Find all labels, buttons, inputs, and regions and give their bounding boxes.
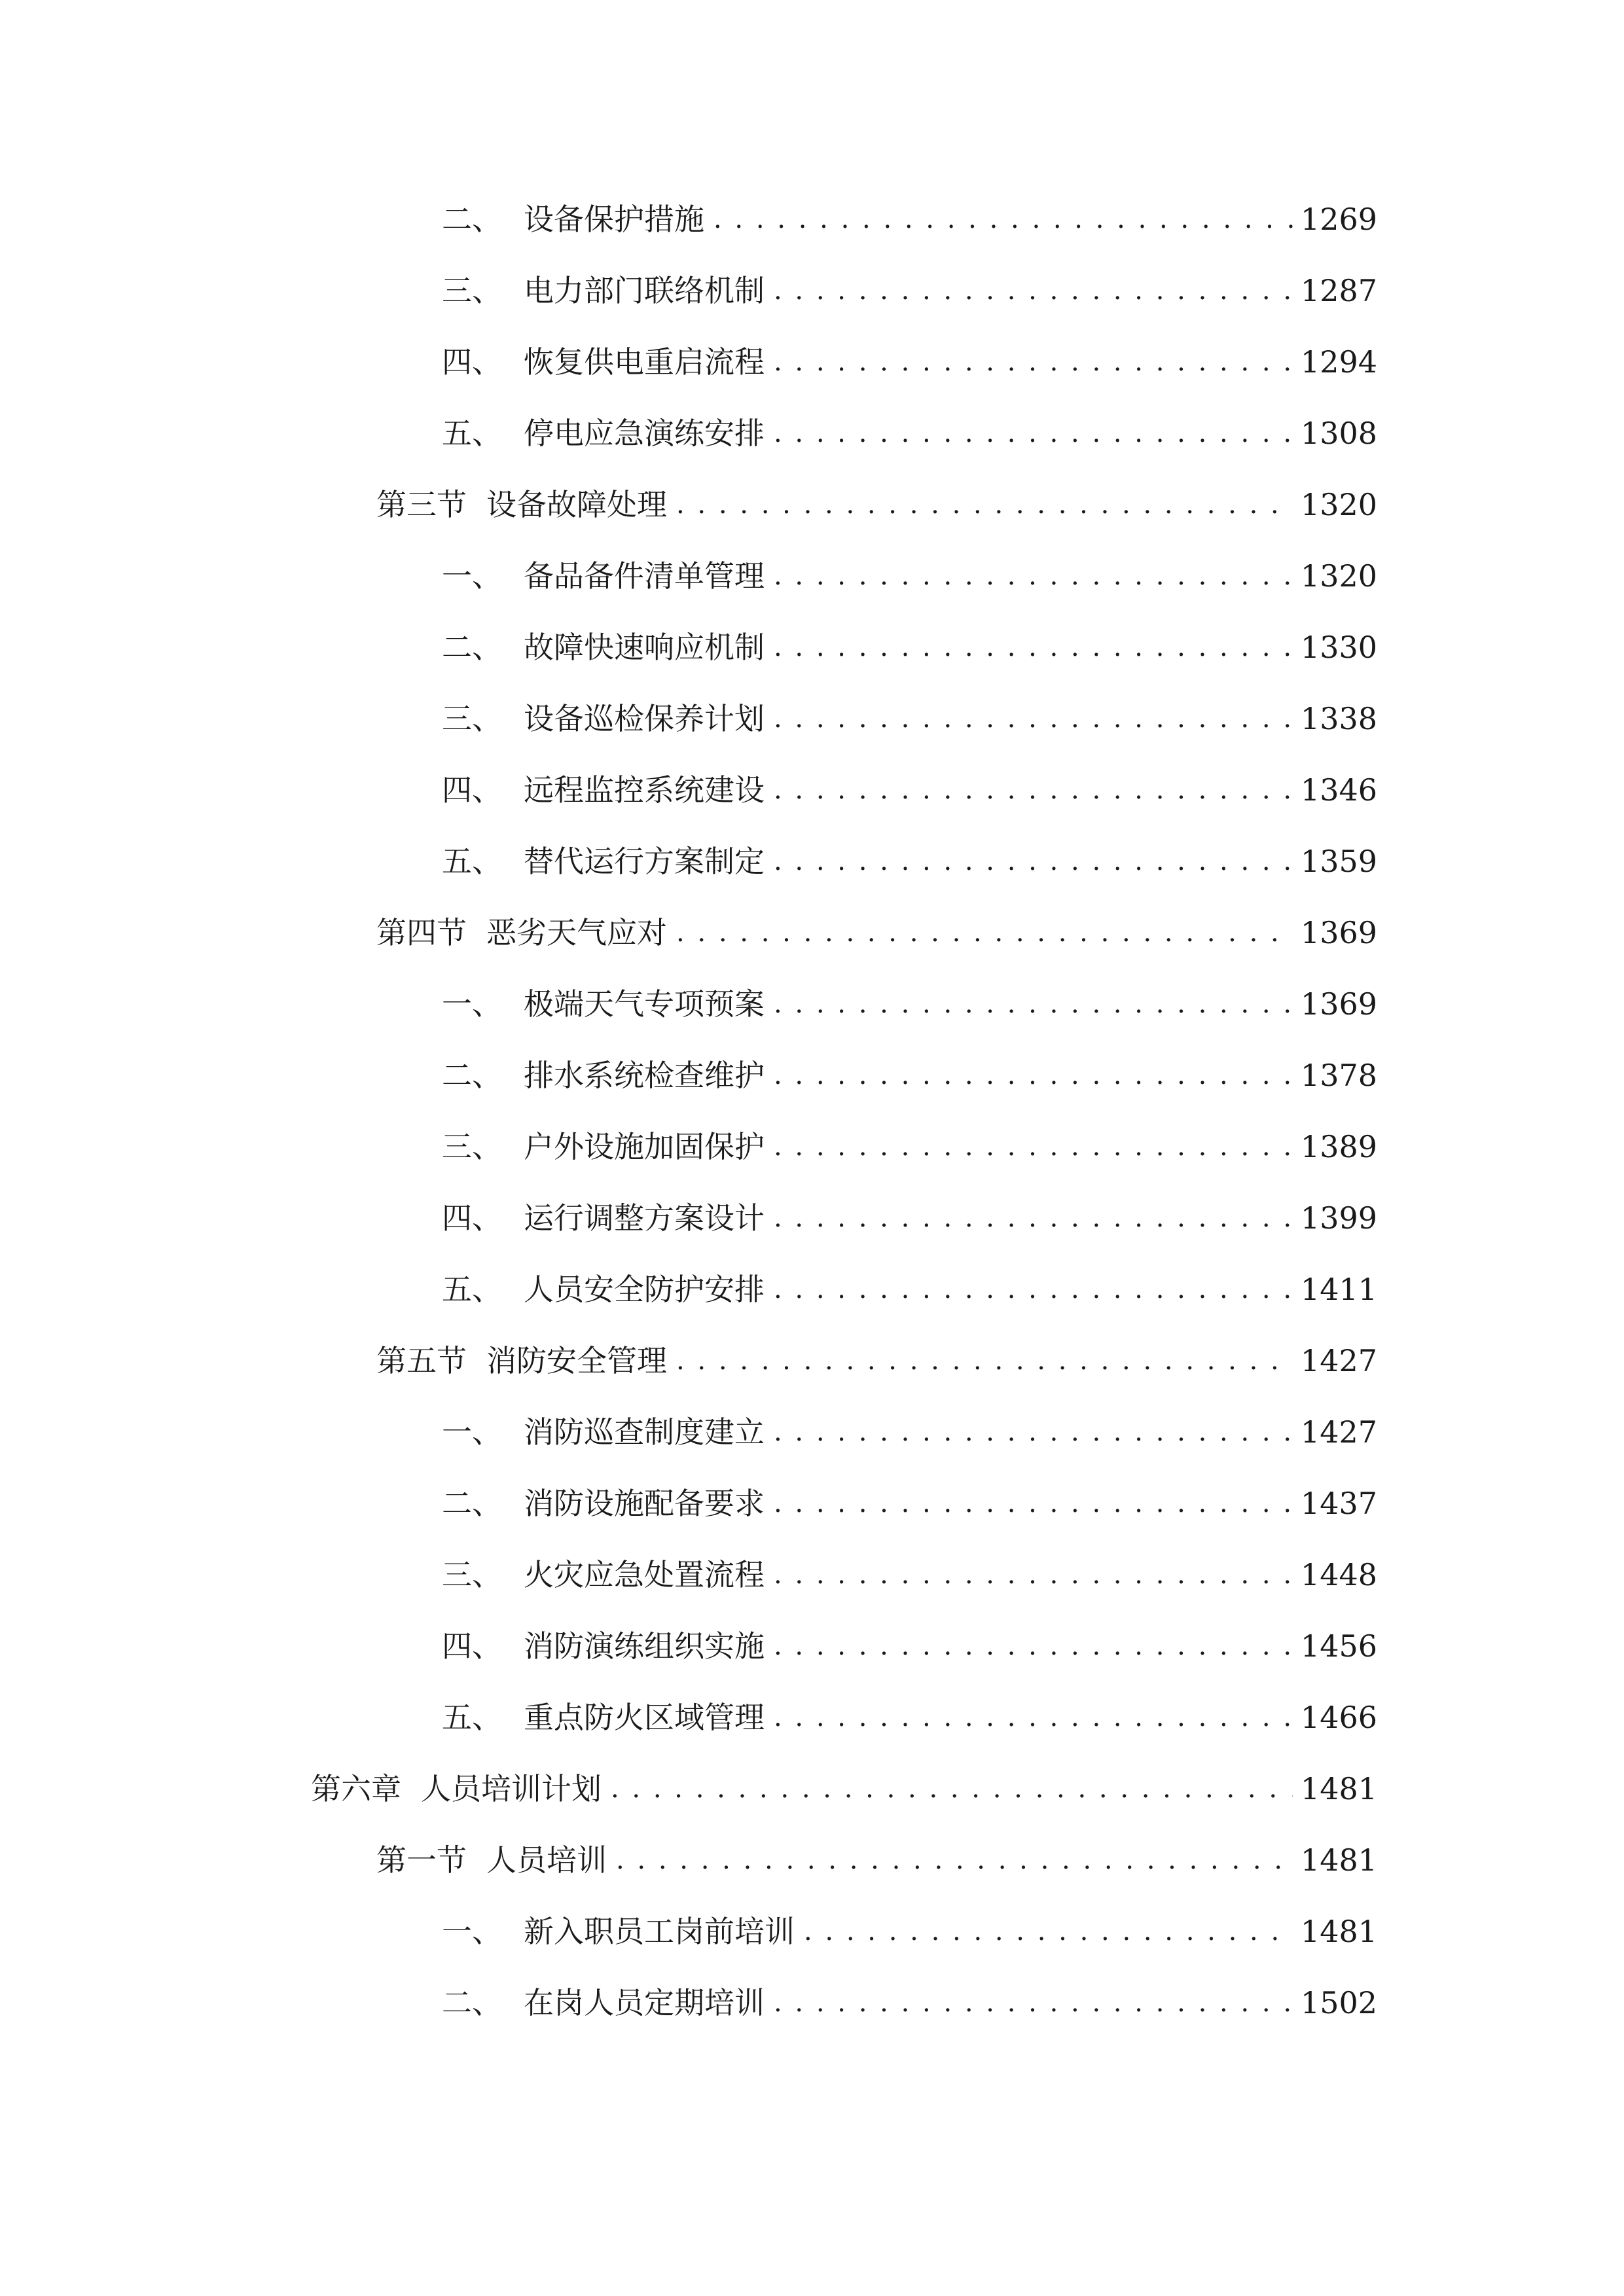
toc-entry-number: 第六章 [311, 1771, 401, 1806]
toc-entry[interactable] [376, 1335, 1377, 1387]
toc-entry-page: 1308 [1300, 416, 1377, 451]
toc-entry-number: 二、 [442, 1058, 502, 1093]
toc-entry-title: 消防巡查制度建立 [524, 1414, 765, 1450]
toc-entry-page: 1481 [1300, 1771, 1377, 1806]
toc-entry-number: 五、 [442, 1700, 502, 1735]
toc-entry-page: 1320 [1300, 558, 1377, 594]
toc-entry[interactable] [442, 1049, 1377, 1102]
toc-entry-title: 在岗人员定期培训 [524, 1985, 765, 2020]
toc-entry-page: 1287 [1300, 273, 1377, 308]
toc-entry-number: 四、 [442, 772, 502, 808]
toc-entry-title: 远程监控系统建设 [524, 772, 765, 808]
toc-entry-number: 三、 [442, 1129, 502, 1164]
toc-entry-page: 1481 [1300, 1914, 1377, 1949]
toc-entry[interactable] [376, 1834, 1377, 1886]
toc-entry-title: 极端天气专项预案 [524, 986, 765, 1022]
toc-entry-number: 第一节 [376, 1842, 467, 1878]
toc-entry-number: 四、 [442, 344, 502, 380]
toc-dot-leader [774, 1620, 1293, 1672]
toc-entry-title: 恶劣天气应对 [486, 915, 667, 950]
toc-entry-number: 三、 [442, 1557, 502, 1592]
toc-entry-page: 1427 [1300, 1414, 1377, 1450]
toc-entry-title: 备品备件清单管理 [524, 558, 765, 594]
toc-entry-number: 五、 [442, 416, 502, 451]
toc-entry-page: 1338 [1300, 701, 1377, 736]
toc-dot-leader [774, 692, 1293, 745]
toc-entry-number: 四、 [442, 1200, 502, 1236]
toc-dot-leader [676, 478, 1293, 531]
toc-entry-title: 设备巡检保养计划 [524, 701, 765, 736]
toc-entry-page: 1389 [1300, 1129, 1377, 1164]
toc-entry-title: 消防演练组织实施 [524, 1628, 765, 1664]
toc-entry-number: 第四节 [376, 915, 467, 950]
toc-entry[interactable] [442, 1549, 1377, 1601]
toc-entry[interactable] [442, 978, 1377, 1030]
toc-entry-title: 火灾应急处置流程 [524, 1557, 765, 1592]
toc-entry-page: 1269 [1300, 202, 1377, 237]
toc-entry-number: 第三节 [376, 487, 467, 522]
toc-entry-page: 1369 [1300, 915, 1377, 950]
toc-dot-leader [774, 1263, 1293, 1316]
toc-entry-page: 1427 [1300, 1343, 1377, 1378]
toc-entry-title: 替代运行方案制定 [524, 844, 765, 879]
toc-dot-leader [774, 835, 1293, 888]
toc-entry-title: 重点防火区域管理 [524, 1700, 765, 1735]
toc-dot-leader [774, 1549, 1293, 1601]
toc-entry-number: 五、 [442, 844, 502, 879]
toc-entry-title: 人员培训计划 [421, 1771, 602, 1806]
toc-entry[interactable] [442, 621, 1377, 673]
toc-entry[interactable] [442, 1406, 1377, 1458]
toc-dot-leader [713, 193, 1293, 245]
toc-entry-number: 一、 [442, 558, 502, 594]
toc-entry-number: 二、 [442, 1985, 502, 2020]
toc-dot-leader [774, 550, 1293, 602]
toc-entry-title: 停电应急演练安排 [524, 416, 765, 451]
toc-entry-title: 电力部门联络机制 [524, 273, 765, 308]
toc-entry-title: 户外设施加固保护 [524, 1129, 765, 1164]
toc-entry-title: 故障快速响应机制 [524, 630, 765, 665]
toc-entry-page: 1320 [1300, 487, 1377, 522]
toc-entry-page: 1399 [1300, 1200, 1377, 1236]
toc-entry-number: 二、 [442, 202, 502, 237]
toc-entry-number: 第五节 [376, 1343, 467, 1378]
toc-entry-number: 一、 [442, 1414, 502, 1450]
toc-entry-number: 二、 [442, 630, 502, 665]
toc-entry[interactable] [442, 1691, 1377, 1744]
toc-dot-leader [774, 407, 1293, 459]
toc-entry[interactable] [442, 1620, 1377, 1672]
toc-entry-title: 人员安全防护安排 [524, 1272, 765, 1307]
toc-entry-title: 消防设施配备要求 [524, 1486, 765, 1521]
toc-entry-title: 排水系统检查维护 [524, 1058, 765, 1093]
toc-entry[interactable] [442, 835, 1377, 888]
toc-entry[interactable] [442, 1192, 1377, 1244]
toc-entry-page: 1346 [1300, 772, 1377, 808]
toc-entry[interactable] [442, 1121, 1377, 1173]
toc-entry[interactable] [376, 478, 1377, 531]
toc-entry-page: 1502 [1300, 1985, 1377, 2020]
toc-entry-number: 一、 [442, 1914, 502, 1949]
toc-entry-title: 设备保护措施 [524, 202, 704, 237]
toc-entry-page: 1330 [1300, 630, 1377, 665]
toc-entry[interactable] [442, 407, 1377, 459]
toc-entry-page: 1481 [1300, 1842, 1377, 1878]
toc-entry-page: 1448 [1300, 1557, 1377, 1592]
toc-dot-leader [774, 1121, 1293, 1173]
toc-entry-number: 一、 [442, 986, 502, 1022]
toc-entry-page: 1411 [1300, 1272, 1377, 1307]
toc-dot-leader [774, 621, 1293, 673]
toc-dot-leader [676, 906, 1293, 959]
toc-entry[interactable] [442, 692, 1377, 745]
toc-entry-title: 人员培训 [486, 1842, 607, 1878]
toc-entry-number: 五、 [442, 1272, 502, 1307]
toc-dot-leader [774, 1049, 1293, 1102]
toc-dot-leader [774, 1691, 1293, 1744]
toc-entry-number: 四、 [442, 1628, 502, 1664]
toc-entry-page: 1437 [1300, 1486, 1377, 1521]
toc-dot-leader [611, 1763, 1293, 1815]
toc-entry[interactable] [442, 1477, 1377, 1530]
toc-entry-page: 1378 [1300, 1058, 1377, 1093]
toc-entry[interactable] [442, 336, 1377, 388]
toc-entry[interactable] [311, 1763, 1377, 1815]
toc-entry-page: 1359 [1300, 844, 1377, 879]
toc-entry-title: 设备故障处理 [486, 487, 667, 522]
toc-dot-leader [774, 264, 1293, 317]
toc-entry[interactable] [442, 1905, 1377, 1958]
toc-entry-number: 三、 [442, 701, 502, 736]
toc-dot-leader [616, 1834, 1293, 1886]
toc-dot-leader [804, 1905, 1293, 1958]
toc-entry[interactable] [376, 906, 1377, 959]
toc-dot-leader [774, 1477, 1293, 1530]
toc-entry-title: 消防安全管理 [486, 1343, 667, 1378]
toc-dot-leader [774, 978, 1293, 1030]
toc-dot-leader [774, 1406, 1293, 1458]
toc-entry-page: 1466 [1300, 1700, 1377, 1735]
toc-dot-leader [774, 336, 1293, 388]
toc-entry-number: 三、 [442, 273, 502, 308]
toc-dot-leader [676, 1335, 1293, 1387]
toc-dot-leader [774, 1977, 1293, 2029]
toc-entry[interactable] [442, 264, 1377, 317]
toc-entry-number: 二、 [442, 1486, 502, 1521]
toc-entry-title: 新入职员工岗前培训 [524, 1914, 795, 1949]
toc-entry-title: 运行调整方案设计 [524, 1200, 765, 1236]
toc-entry-title: 恢复供电重启流程 [524, 344, 765, 380]
toc-entry[interactable] [442, 764, 1377, 816]
toc-entry[interactable] [442, 550, 1377, 602]
toc-entry[interactable] [442, 1977, 1377, 2029]
toc-entry-page: 1456 [1300, 1628, 1377, 1664]
toc-entry[interactable] [442, 193, 1377, 245]
toc-entry[interactable] [442, 1263, 1377, 1316]
toc-dot-leader [774, 764, 1293, 816]
toc-entry-page: 1294 [1300, 344, 1377, 380]
toc-entry-page: 1369 [1300, 986, 1377, 1022]
toc-dot-leader [774, 1192, 1293, 1244]
